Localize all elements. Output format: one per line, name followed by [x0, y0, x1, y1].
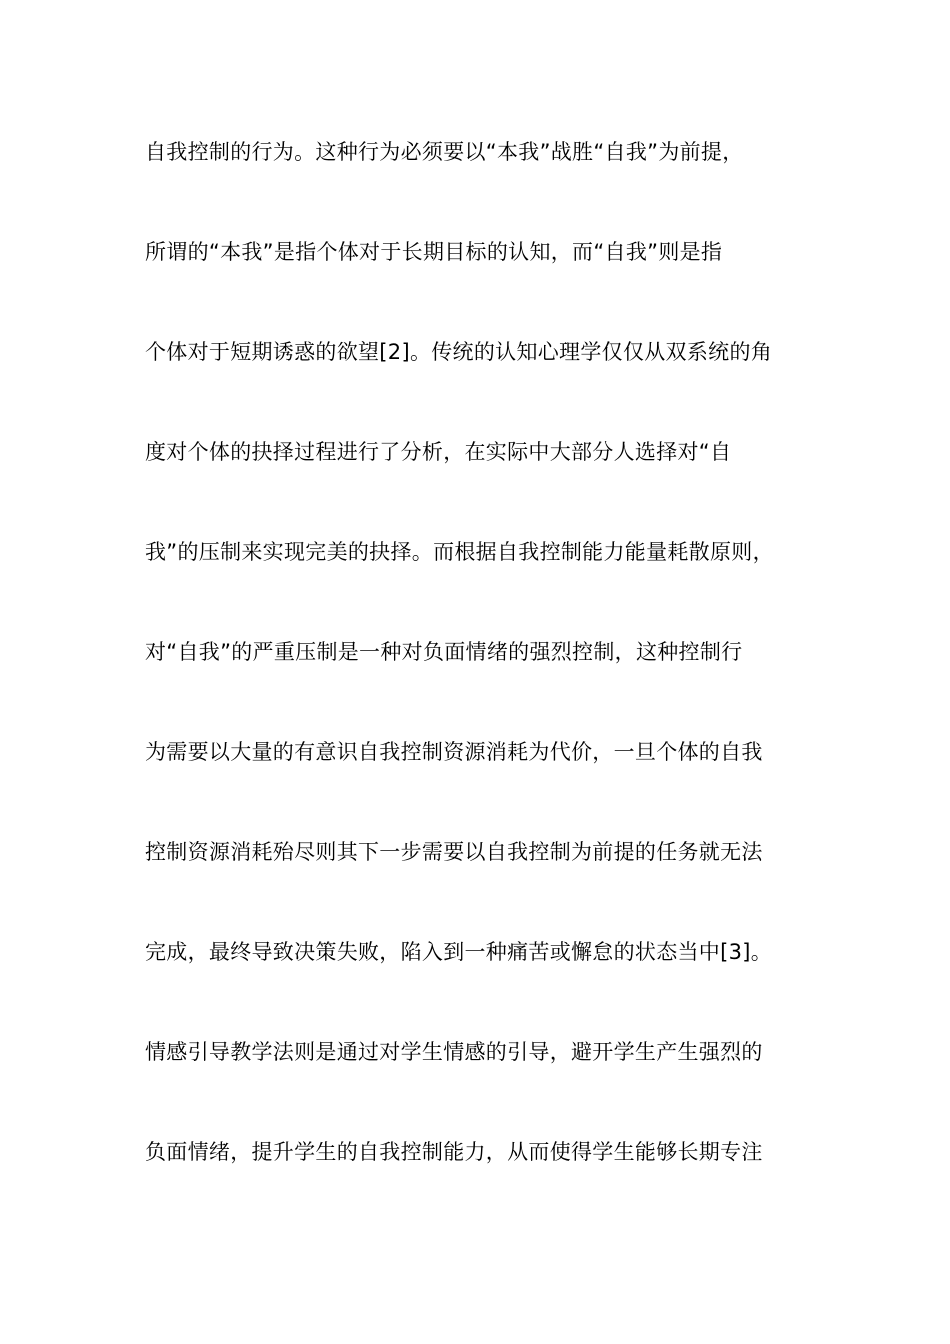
text-line: 为需要以大量的有意识自我控制资源消耗为代价，一旦个体的自我 [145, 740, 763, 764]
text-line: 情感引导教学法则是通过对学生情感的引导，避开学生产生强烈的 [145, 1040, 763, 1064]
text-line: 我”的压制来实现完美的抉择。而根据自我控制能力能量耗散原则， [145, 540, 774, 564]
text-line: 自我控制的行为。这种行为必须要以“本我”战胜“自我”为前提， [145, 140, 744, 164]
text-line: 控制资源消耗殆尽则其下一步需要以自我控制为前提的任务就无法 [145, 840, 763, 864]
text-line: 完成，最终导致决策失败，陷入到一种痛苦或懈怠的状态当中[3]。 [145, 940, 773, 964]
text-line: 个体对于短期诱惑的欲望[2]。传统的认知心理学仅仅从双系统的角 [145, 340, 773, 364]
text-line: 对“自我”的严重压制是一种对负面情绪的强烈控制，这种控制行 [145, 640, 743, 664]
body-text [145, 128, 825, 1228]
text-line: 所谓的“本我”是指个体对于长期目标的认知，而“自我”则是指 [145, 240, 723, 264]
text-line: 负面情绪，提升学生的自我控制能力，从而使得学生能够长期专注 [145, 1140, 763, 1164]
text-line: 度对个体的抉择过程进行了分析，在实际中大部分人选择对“自 [145, 440, 732, 464]
